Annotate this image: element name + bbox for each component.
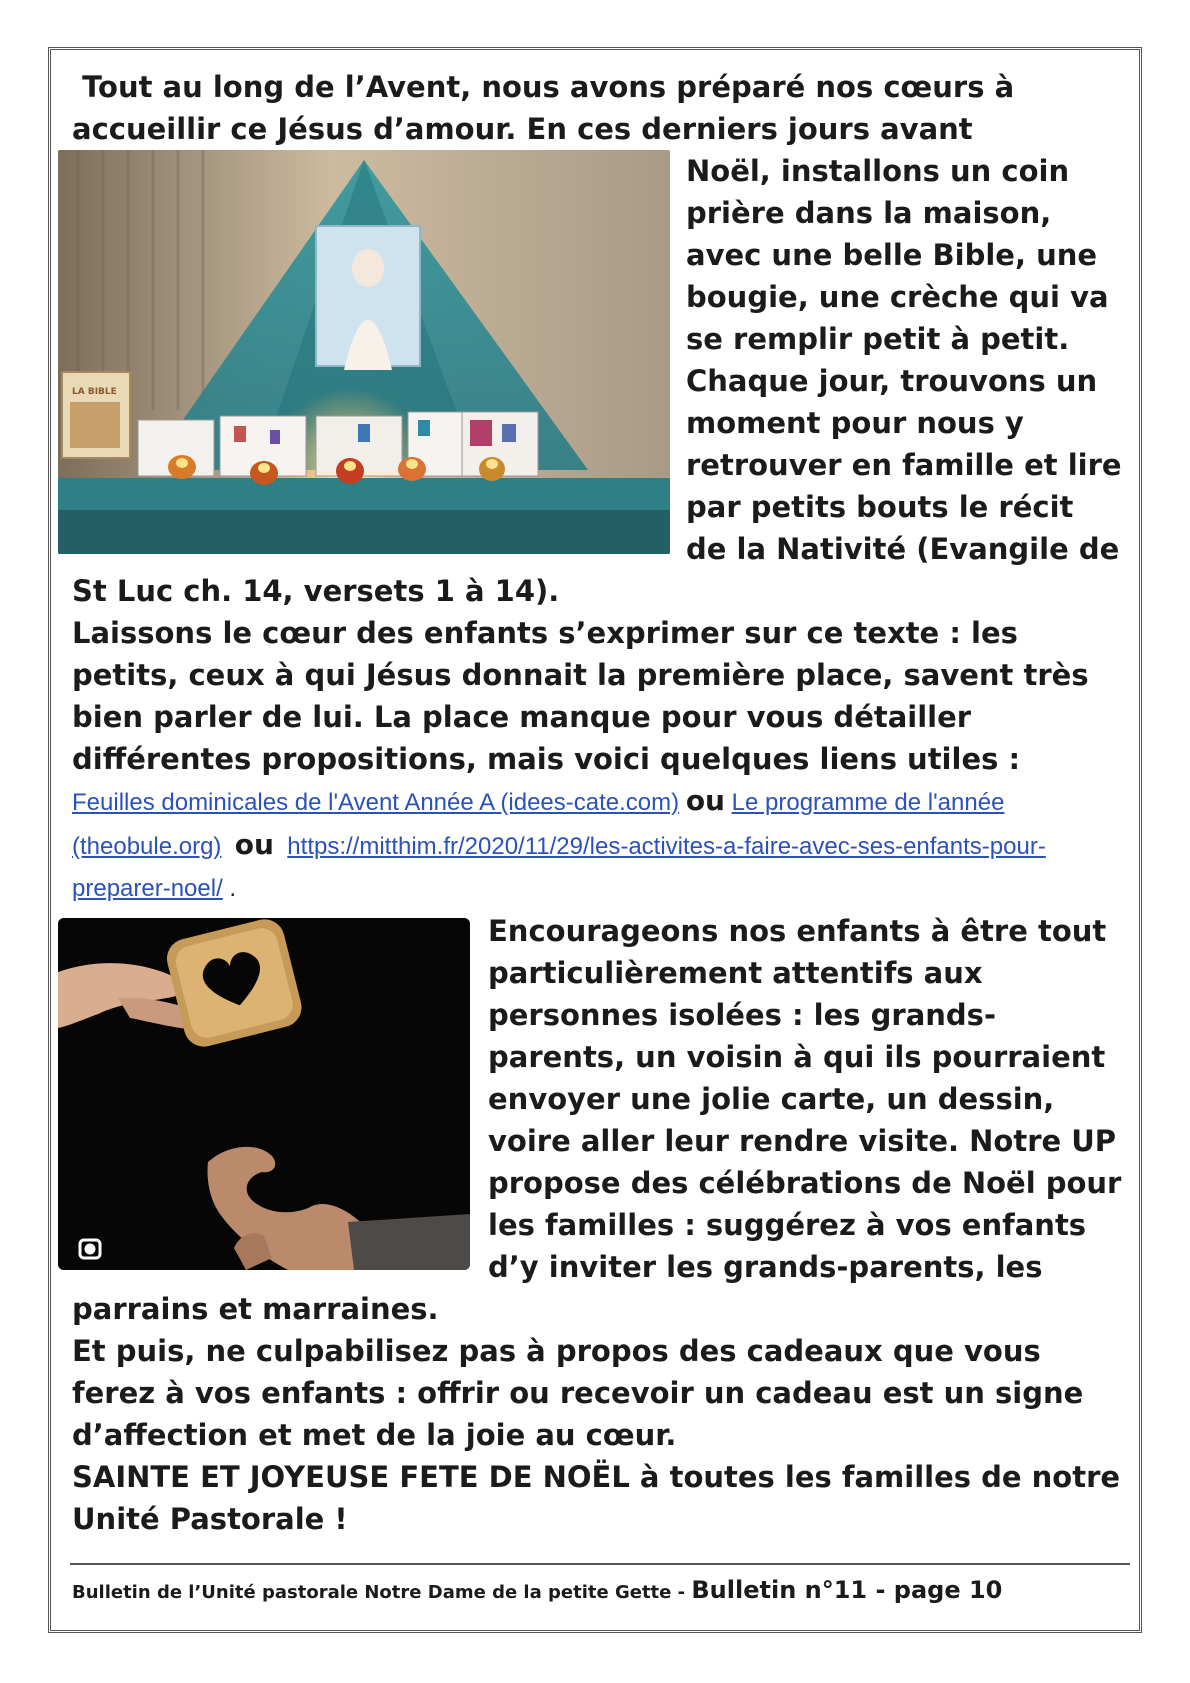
links-end: . — [222, 875, 237, 902]
intro-line-1: Tout au long de l’Avent, nous avons préparé nos cœurs à — [72, 70, 1015, 104]
or-separator-2: ou — [234, 828, 274, 861]
intro-paragraph: Noël, installons un coin prière dans la maison, avec une belle Bible, une bougie, une crèche qui va se remplir petit à petit. Chaque jour, trouvons un moment pour nous y retrouver en famille et lire par petits bouts le récit de la Nativité (Evangile de St Luc ch. 14, versets 1 à 14). — [72, 154, 1122, 608]
article-body — [72, 66, 1122, 1540]
link-theobule[interactable]: Le programme de l'année (theobule.org) — [72, 789, 1005, 860]
bible-book-label: LA BIBLE — [72, 387, 117, 397]
link-idees-cate[interactable]: Feuilles dominicales de l'Avent Année A (idees-cate.com) — [72, 789, 680, 816]
bulletin-number: Bulletin n°11 - page 10 — [691, 1576, 1003, 1604]
footer-separator: - — [671, 1582, 692, 1603]
bulletin-title: Bulletin de l’Unité pastorale Notre Dame de la petite Gette — [72, 1582, 672, 1603]
footer-divider — [70, 1563, 1130, 1565]
gifts-paragraph: Et puis, ne culpabilisez pas à propos des cadeaux que vous ferez à vos enfants : offrir ou recevoir un cadeau est un signe d’affection et met de la joie au cœur. — [72, 1334, 1084, 1452]
bread-heart-photo — [58, 918, 470, 1270]
prayer-corner-photo — [58, 150, 670, 554]
christmas-greeting: SAINTE ET JOYEUSE FETE DE NOËL à toutes les familles de notre Unité Pastorale ! — [72, 1460, 1121, 1536]
useful-links — [72, 780, 1122, 910]
page-footer — [72, 1576, 1122, 1604]
children-paragraph: Laissons le cœur des enfants s’exprimer sur ce texte : les petits, ceux à qui Jésus donnait la première place, savent très bien parler de lui. La place manque pour vous détailler différentes propositions, mais voici quelques liens utiles : — [72, 616, 1089, 776]
intro-line-2: accueillir ce Jésus d’amour. En ces derniers jours avant — [72, 112, 973, 146]
section2-paragraph: Encourageons nos enfants à être tout particulièrement attentifs aux personnes isolées : les grands-parents, un voisin à qui ils pourraient envoyer une jolie carte, un dessin, voire aller leur rendre visite. Notre UP propose des célébrations de Noël pour les familles : suggérez à vos enfants d’y inviter les grands-parents, les parrains et marraines. — [72, 914, 1122, 1326]
link-mitthim[interactable]: https://mitthim.fr/2020/11/29/les-activites-a-faire-avec-ses-enfants-pour-preparer-noel/ — [72, 833, 1046, 902]
or-separator-1: ou — [685, 784, 725, 817]
